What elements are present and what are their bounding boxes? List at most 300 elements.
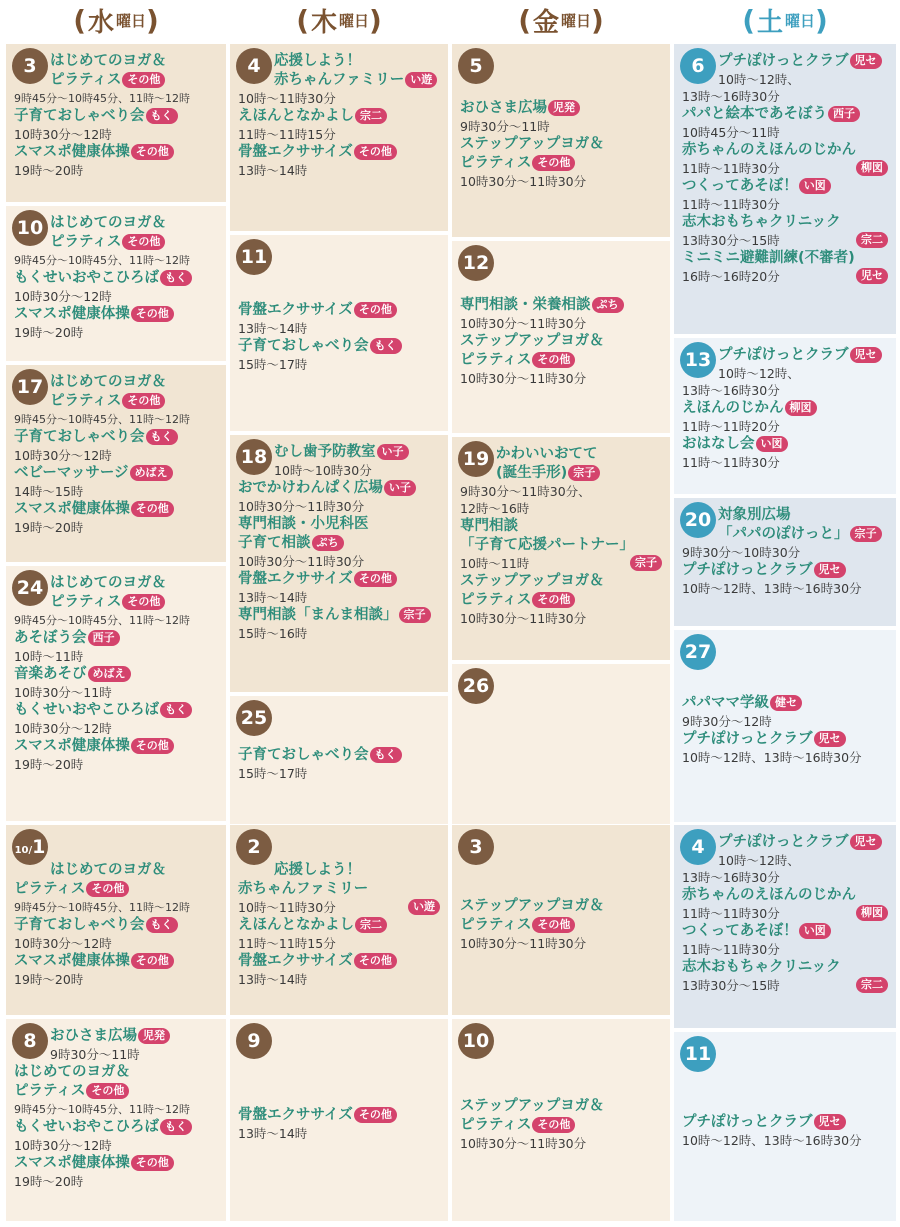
event-title-text: おひさま広場 xyxy=(50,1028,137,1044)
date-number xyxy=(236,48,272,84)
calendar-day-cell xyxy=(6,206,226,361)
venue-tag: その他 xyxy=(532,917,575,933)
date-value: 13 xyxy=(684,349,712,371)
event-time-text: 10時〜11時 xyxy=(460,556,530,571)
date-value: 19 xyxy=(462,448,490,470)
event-title xyxy=(238,534,344,553)
date-number xyxy=(458,1023,494,1059)
event-title xyxy=(460,135,604,154)
event-title-text: ステップアップヨガ＆ xyxy=(460,573,604,589)
venue-tag: 宗子 xyxy=(568,465,600,481)
event-time-text: 9時45分〜10時45分、11時〜12時 xyxy=(14,1103,190,1116)
event-time-text: 10時30分〜12時 xyxy=(14,721,112,736)
venue-tag: その他 xyxy=(131,1155,174,1171)
event-time-text: 9時45分〜10時45分、11時〜12時 xyxy=(14,254,190,267)
calendar-day-cell xyxy=(674,44,896,334)
event-time-text: 10時〜12時、 xyxy=(718,366,800,381)
date-value: 4 xyxy=(691,836,705,858)
event-title xyxy=(14,305,174,324)
event-time xyxy=(718,852,888,869)
venue-tag: その他 xyxy=(131,738,174,754)
event-time-text: 14時〜15時 xyxy=(14,484,84,499)
event-title-text: 専門相談・小児科医 xyxy=(238,516,369,532)
venue-tag: その他 xyxy=(354,302,397,318)
event-time-text: 13時〜16時30分 xyxy=(682,89,780,104)
date-number xyxy=(458,48,494,84)
event-time-text: 10時30分〜11時30分 xyxy=(460,611,587,626)
event-time xyxy=(460,118,662,135)
event-time-text: 10時30分〜11時 xyxy=(14,685,112,700)
date-value: 2 xyxy=(247,836,261,858)
date-value: 3 xyxy=(23,55,37,77)
date-value: 5 xyxy=(469,55,483,77)
event-time-text: 12時〜16時 xyxy=(460,501,530,516)
event-time-text: 9時45分〜10時45分、11時〜12時 xyxy=(14,614,190,627)
event-title xyxy=(682,213,841,232)
event-title-text: はじめてのヨガ＆ xyxy=(50,215,166,231)
venue-tag: その他 xyxy=(354,144,397,160)
event-title xyxy=(460,332,604,351)
event-title-text: プチぽけっとクラブ xyxy=(718,347,849,363)
venue-tag: その他 xyxy=(532,1117,575,1133)
venue-tag: 児セ xyxy=(814,1114,846,1130)
event-time xyxy=(14,162,218,179)
event-time-text: 13時30分〜15時 xyxy=(682,978,780,993)
event-title-text: ステップアップヨガ＆ xyxy=(460,136,604,152)
venue-tag: 宗子 xyxy=(630,555,662,571)
event-title-text: 応援しよう！ xyxy=(274,53,361,69)
event-time-text: 9時45分〜10時45分、11時〜12時 xyxy=(14,92,190,105)
event-time xyxy=(14,1173,218,1190)
venue-tag: い遊 xyxy=(405,72,437,88)
venue-tag: い図 xyxy=(799,178,831,194)
event-title-text: 子育て相談 xyxy=(238,535,311,551)
date-number xyxy=(458,829,494,865)
event-time-text: 13時〜14時 xyxy=(238,163,308,178)
calendar-day-cell xyxy=(674,1032,896,1221)
event-time xyxy=(682,454,888,471)
event-time-text: 11時〜11時30分 xyxy=(682,906,780,921)
event-time xyxy=(14,612,218,629)
event-title xyxy=(238,746,402,765)
event-time-text: 10時〜12時、13時〜16時30分 xyxy=(682,750,862,765)
venue-tag: その他 xyxy=(131,144,174,160)
event-title-text: パパママ学級 xyxy=(682,695,769,711)
event-time-text: 11時〜11時30分 xyxy=(682,942,780,957)
date-number xyxy=(680,342,716,378)
event-title xyxy=(718,833,882,852)
event-time xyxy=(14,447,218,464)
venue-tag: 児セ xyxy=(850,347,882,363)
event-title xyxy=(682,1113,846,1132)
event-title xyxy=(14,1082,129,1101)
event-time xyxy=(682,418,888,435)
event-title xyxy=(238,515,369,534)
event-time-text: 9時30分〜11時30分、 xyxy=(460,484,591,499)
event-title-text: もくせいおやこひろば xyxy=(14,702,159,718)
paren-open: ( xyxy=(742,3,755,37)
calendar-day-cell xyxy=(6,365,226,562)
event-time xyxy=(682,88,888,105)
date-number xyxy=(680,502,716,538)
calendar-day-cell xyxy=(452,241,670,433)
date-value: 20 xyxy=(684,509,712,531)
event-title-text: ピラティス xyxy=(460,155,532,171)
event-time-text: 19時〜20時 xyxy=(14,163,84,178)
event-time xyxy=(460,315,662,332)
event-time-text: 15時〜17時 xyxy=(238,766,308,781)
calendar-day-cell xyxy=(674,498,896,626)
event-title-text: ピラティス xyxy=(50,234,122,250)
event-title-text: スマスポ健康体操 xyxy=(14,501,130,517)
event-time xyxy=(14,684,218,701)
date-number xyxy=(12,829,48,865)
date-number xyxy=(458,668,494,704)
event-time xyxy=(14,756,218,773)
calendar-day-cell xyxy=(230,235,448,431)
venue-tag: 児発 xyxy=(548,100,580,116)
event-title-text: もくせいおやこひろば xyxy=(14,270,159,286)
event-title-text: はじめてのヨガ＆ xyxy=(14,1064,130,1080)
event-time xyxy=(14,324,218,341)
event-title-text: (誕生手形) xyxy=(496,465,568,481)
event-title-text: ピラティス xyxy=(460,1117,532,1133)
venue-tag: 宗二 xyxy=(856,977,888,993)
date-number xyxy=(236,439,272,475)
event-time-text: 19時〜20時 xyxy=(14,972,84,987)
weekday-suffix: 曜日 xyxy=(339,11,370,30)
venue-tag: 児セ xyxy=(856,268,888,284)
event-time-text: 10時〜11時 xyxy=(14,649,84,664)
venue-tag: その他 xyxy=(131,953,174,969)
event-title-text: えほんとなかよし xyxy=(238,108,354,124)
venue-tag: もく xyxy=(146,429,178,445)
event-title-text: おでかけわんぱく広場 xyxy=(238,480,383,496)
event-time-text: 11時〜11時20分 xyxy=(682,419,780,434)
event-title-text: スマスポ健康体操 xyxy=(14,1155,130,1171)
event-title-text: 専門相談・栄養相談 xyxy=(460,297,591,313)
event-time-text: 15時〜16時 xyxy=(238,626,308,641)
event-time xyxy=(460,555,662,572)
event-title-text: 専門相談「まんま相談」 xyxy=(238,607,398,623)
event-title xyxy=(718,346,882,365)
venue-tag: 宗二 xyxy=(355,108,387,124)
event-title xyxy=(14,107,178,126)
event-time-text: 13時〜14時 xyxy=(238,1126,308,1141)
date-value: 1 xyxy=(32,836,46,858)
event-time-text: 11時〜11時15分 xyxy=(238,127,336,142)
event-time xyxy=(460,483,662,500)
date-number xyxy=(12,210,48,246)
event-time-text: 10時〜11時30分 xyxy=(238,91,336,106)
event-title xyxy=(14,665,131,684)
event-title xyxy=(14,629,120,648)
date-value: 11 xyxy=(684,1043,712,1065)
event-time xyxy=(14,899,218,916)
event-time xyxy=(14,648,218,665)
weekday-label: 木 xyxy=(310,7,337,38)
event-title-text: 子育ておしゃべり会 xyxy=(14,917,145,933)
event-title xyxy=(718,506,791,525)
paren-close: ) xyxy=(815,3,828,37)
venue-tag: い遊 xyxy=(408,899,440,915)
event-title xyxy=(238,107,387,126)
date-value: 24 xyxy=(16,577,44,599)
event-title xyxy=(496,445,597,464)
event-title xyxy=(50,392,165,411)
event-title xyxy=(274,861,361,880)
event-time-text: 10時〜10時30分 xyxy=(274,463,372,478)
venue-tag: もく xyxy=(146,108,178,124)
event-title xyxy=(238,606,431,625)
date-value: 27 xyxy=(684,641,712,663)
event-time xyxy=(14,126,218,143)
event-time-text: 13時〜16時30分 xyxy=(682,870,780,885)
venue-tag: その他 xyxy=(532,155,575,171)
event-time xyxy=(14,519,218,536)
event-title xyxy=(14,500,174,519)
venue-tag: もく xyxy=(146,917,178,933)
venue-tag: 児発 xyxy=(138,1028,170,1044)
event-title-text: 子育ておしゃべり会 xyxy=(238,747,369,763)
event-title xyxy=(238,143,397,162)
event-time-text: 10時〜12時、 xyxy=(718,72,800,87)
event-title-text: 赤ちゃんのえほんのじかん xyxy=(682,887,856,903)
event-title-text: ピラティス xyxy=(50,594,122,610)
event-title xyxy=(238,880,368,899)
venue-tag: 宗二 xyxy=(355,917,387,933)
weekday-suffix: 曜日 xyxy=(116,11,147,30)
date-number xyxy=(12,570,48,606)
date-value: 8 xyxy=(23,1030,37,1052)
event-time-text: 11時〜11時30分 xyxy=(682,161,780,176)
event-title-text: パパと絵本であそぼう xyxy=(682,106,827,122)
calendar-day-cell xyxy=(6,1019,226,1221)
venue-tag: もく xyxy=(370,747,402,763)
event-time xyxy=(238,589,440,606)
venue-tag: めばえ xyxy=(130,465,173,481)
event-title xyxy=(460,591,575,610)
venue-tag: その他 xyxy=(354,571,397,587)
event-title xyxy=(238,570,397,589)
event-time xyxy=(14,1101,218,1118)
event-title xyxy=(50,71,165,90)
event-time-text: 13時〜14時 xyxy=(238,972,308,987)
venue-tag: 西子 xyxy=(88,630,120,646)
event-time-text: 19時〜20時 xyxy=(14,1174,84,1189)
event-time-text: 10時30分〜12時 xyxy=(14,936,112,951)
venue-tag: もく xyxy=(160,1119,192,1135)
venue-tag: 児セ xyxy=(850,834,882,850)
event-time-text: 13時〜14時 xyxy=(238,590,308,605)
event-title-text: おはなし会 xyxy=(682,436,755,452)
date-value: 10 xyxy=(16,217,44,239)
calendar-day-cell xyxy=(230,825,448,1015)
event-time xyxy=(50,1046,218,1063)
venue-tag: い子 xyxy=(377,444,409,460)
venue-tag: ぷち xyxy=(592,297,624,313)
event-time-text: 9時45分〜10時45分、11時〜12時 xyxy=(14,413,190,426)
calendar-day-cell xyxy=(452,44,670,237)
event-time xyxy=(14,90,218,107)
event-time xyxy=(238,356,440,373)
event-time xyxy=(14,252,218,269)
paren-open: ( xyxy=(296,3,309,37)
event-title-text: 赤ちゃんのえほんのじかん xyxy=(682,142,856,158)
event-time xyxy=(14,971,218,988)
event-title-text: 子育ておしゃべり会 xyxy=(238,338,369,354)
weekday-suffix: 曜日 xyxy=(561,11,592,30)
event-title-text: 骨盤エクササイズ xyxy=(238,144,353,160)
event-time xyxy=(682,905,888,922)
event-time xyxy=(238,935,440,952)
event-title xyxy=(238,301,397,320)
event-time xyxy=(238,765,440,782)
date-number xyxy=(12,48,48,84)
event-title-text: つくってあそぼ！ xyxy=(682,178,798,194)
event-title xyxy=(50,861,166,880)
event-time xyxy=(682,160,888,177)
event-time-text: 10時30分〜11時30分 xyxy=(460,174,587,189)
event-title-text: はじめてのヨガ＆ xyxy=(50,862,166,878)
event-title xyxy=(682,141,856,160)
event-time xyxy=(238,553,440,570)
event-time-text: 10時30分〜11時30分 xyxy=(460,371,587,386)
day-header-thu xyxy=(230,0,448,40)
venue-tag: い図 xyxy=(799,923,831,939)
calendar-day-cell xyxy=(230,44,448,231)
event-time xyxy=(718,71,888,88)
event-time xyxy=(682,382,888,399)
event-time xyxy=(14,935,218,952)
event-time-text: 9時30分〜12時 xyxy=(682,714,772,729)
event-title-text: ピラティス xyxy=(460,592,532,608)
calendar-day-cell xyxy=(452,664,670,824)
event-title xyxy=(460,1116,575,1135)
venue-tag: 西子 xyxy=(828,106,860,122)
venue-tag: その他 xyxy=(131,501,174,517)
event-title-text: むし歯予防教室 xyxy=(274,444,376,460)
paren-open: ( xyxy=(518,3,531,37)
event-title-text: えほんのじかん xyxy=(682,400,784,416)
venue-tag: 柳図 xyxy=(785,400,817,416)
event-title xyxy=(14,428,178,447)
event-time-text: 10時〜12時、 xyxy=(718,853,800,868)
event-title xyxy=(682,730,846,749)
event-title-text: つくってあそぼ！ xyxy=(682,923,798,939)
event-time-text: 10時30分〜11時30分 xyxy=(460,1136,587,1151)
event-time-text: 9時30分〜11時 xyxy=(460,119,550,134)
calendar-day-cell xyxy=(674,825,896,1028)
event-title xyxy=(14,701,192,720)
event-time-text: 13時〜14時 xyxy=(238,321,308,336)
venue-tag: その他 xyxy=(86,1083,129,1099)
event-time xyxy=(460,610,662,627)
date-number xyxy=(680,634,716,670)
event-title xyxy=(682,249,855,268)
venue-tag: めばえ xyxy=(88,666,131,682)
event-title xyxy=(14,1118,192,1137)
event-time xyxy=(682,869,888,886)
venue-tag: 柳図 xyxy=(856,160,888,176)
event-time-text: 10時45分〜11時 xyxy=(682,125,780,140)
event-time xyxy=(682,580,888,597)
event-title xyxy=(682,177,831,196)
event-title xyxy=(274,443,409,462)
event-title-text: おひさま広場 xyxy=(460,100,547,116)
paren-open: ( xyxy=(73,3,86,37)
event-time-text: 16時〜16時20分 xyxy=(682,269,780,284)
date-value: 18 xyxy=(240,446,268,468)
event-title-text: プチぽけっとクラブ xyxy=(682,562,813,578)
event-title-text: 骨盤エクササイズ xyxy=(238,1107,353,1123)
event-title-text: 骨盤エクササイズ xyxy=(238,953,353,969)
calendar-day-cell xyxy=(230,1019,448,1221)
event-time xyxy=(238,971,440,988)
venue-tag: その他 xyxy=(122,594,165,610)
event-title xyxy=(238,1106,397,1125)
event-title-text: ピラティス xyxy=(460,917,532,933)
date-number xyxy=(458,245,494,281)
weekday-suffix: 曜日 xyxy=(785,11,816,30)
event-title xyxy=(50,574,166,593)
event-title-text: ミニミニ避難訓練(不審者) xyxy=(682,250,855,266)
date-value: 11 xyxy=(240,246,268,268)
event-time-text: 10時〜12時、13時〜16時30分 xyxy=(682,581,862,596)
event-title xyxy=(274,71,437,90)
event-title xyxy=(682,561,846,580)
event-time-text: 10時〜12時、13時〜16時30分 xyxy=(682,1133,862,1148)
day-header-wed xyxy=(6,0,226,40)
event-title-text: かわいいおてて xyxy=(496,446,598,462)
venue-tag: その他 xyxy=(532,592,575,608)
event-title-text: スマスポ健康体操 xyxy=(14,953,130,969)
event-title xyxy=(14,916,178,935)
event-title xyxy=(14,464,173,483)
event-time-text: 19時〜20時 xyxy=(14,325,84,340)
event-time xyxy=(682,268,888,285)
venue-tag: その他 xyxy=(122,234,165,250)
event-title-text: 「子育て応援パートナー」 xyxy=(460,537,634,553)
date-number xyxy=(680,48,716,84)
event-title xyxy=(460,154,575,173)
event-title-text: 専門相談 xyxy=(460,518,518,534)
event-title-text: スマスポ健康体操 xyxy=(14,306,130,322)
venue-tag: 健セ xyxy=(770,695,802,711)
venue-tag: もく xyxy=(370,338,402,354)
event-title-text: 志木おもちゃクリニック xyxy=(682,214,841,230)
event-title xyxy=(14,880,129,899)
event-time-text: 11時〜11時30分 xyxy=(682,455,780,470)
calendar-day-cell xyxy=(230,696,448,824)
event-title xyxy=(460,1097,604,1116)
event-title-text: はじめてのヨガ＆ xyxy=(50,53,166,69)
event-title xyxy=(460,897,604,916)
event-time-text: 10時30分〜12時 xyxy=(14,448,112,463)
event-time xyxy=(238,1125,440,1142)
venue-tag: その他 xyxy=(122,72,165,88)
event-time xyxy=(238,899,440,916)
event-title xyxy=(460,296,624,315)
date-value: 26 xyxy=(462,675,490,697)
venue-tag: 宗子 xyxy=(850,526,882,542)
date-number xyxy=(12,369,48,405)
event-time xyxy=(682,124,888,141)
venue-tag: 児セ xyxy=(814,731,846,747)
event-time xyxy=(238,625,440,642)
date-value: 3 xyxy=(469,836,483,858)
event-title-text: 赤ちゃんファミリー xyxy=(238,881,369,897)
